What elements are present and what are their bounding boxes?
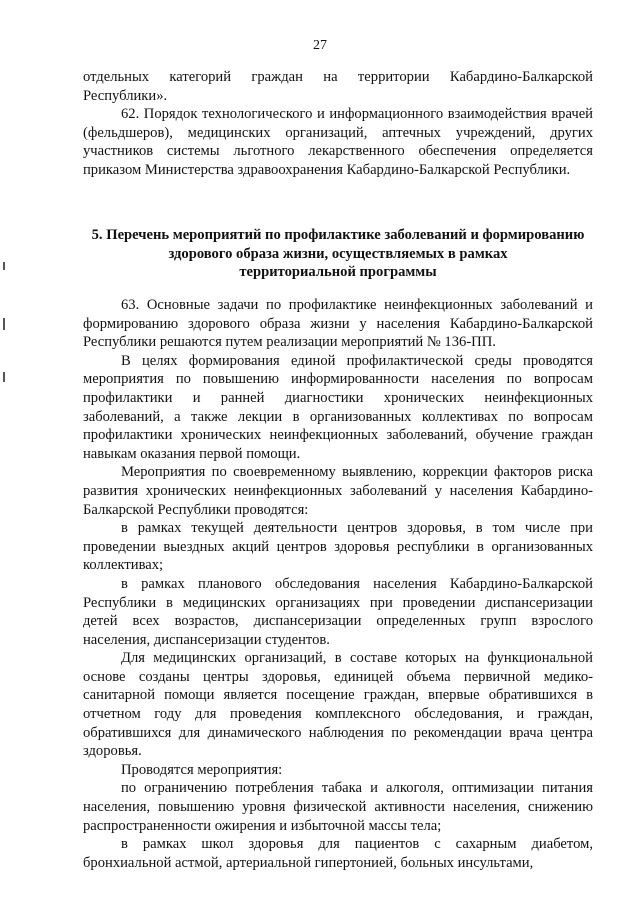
paragraph-planned-examination: в рамках планового обследования населения Кабардино-Балкарской Республики в медицинских организациях при проведении диспансеризации детей всех возрастов, диспансеризации определенных групп взрослого населения, диспансеризации студентов. — [83, 575, 593, 648]
section-heading-line: 5. Перечень мероприятий по профилактике заболеваний и формированию — [91, 227, 585, 243]
paragraph-prevention-environment: В целях формирования единой профилактической среды проводятся мероприятия по повышению информированности населения по вопросам профилактики и ранней диагностики хронических неинфекционных заболеваний, а также лекции в организованных коллективах по вопросам профилактики хронических неинфекционных заболеваний, обучение граждан навыкам оказания первой помощи. — [83, 352, 593, 462]
scan-margin-mark — [3, 372, 5, 382]
paragraph-62: 62. Порядок технологического и информационного взаимодействия врачей (фельдшеров), медицинских организаций, аптечных учреждений, других участников системы льготного лекарственного обеспечения определяется приказом Министерства здравоохранения Кабардино-Балкарской Республики. — [83, 106, 593, 178]
section-heading-line: территориальной программы — [239, 264, 437, 281]
paragraph-continuation: отдельных категорий граждан на территории Кабардино-Балкарской Республики». — [83, 69, 593, 104]
section-heading — [83, 226, 593, 282]
paragraph-63: 63. Основные задачи по профилактике неинфекционных заболеваний и формированию здорового образа жизни у населения Кабардино-Балкарской Республики решаются путем реализации мероприятий № 136-ПП. — [83, 297, 593, 351]
paragraph-risk-factors: Мероприятия по своевременному выявлению, коррекции факторов риска развития хронических неинфекционных заболеваний у населения Кабардино-Балкарской Республики проводятся: — [83, 464, 593, 518]
section-body — [83, 296, 593, 872]
paragraph-health-centers: в рамках текущей деятельности центров здоровья, в том числе при проведении выездных акций центров здоровья республики в организованных коллективах; — [83, 520, 593, 574]
page-number: 27 — [313, 38, 327, 53]
paragraph-events-held: Проводятся мероприятия: — [121, 761, 283, 778]
paragraph-tobacco-alcohol: по ограничению потребления табака и алкоголя, оптимизации питания населения, повышению уровня физической активности населения, снижению распространенности ожирения и избыточной массы тела; — [83, 780, 593, 834]
paragraph-medical-organizations: Для медицинских организаций, в составе которых на функциональной основе созданы центры здоровья, единицей объема первичной медико-санитарной помощи является посещение граждан, впервые обратившихся в отчетном году для проведения комплексного обследования, и граждан, обратившихся для динамического наблюдения по рекомендации врача центра здоровья. — [83, 650, 593, 760]
scan-margin-mark — [3, 318, 5, 330]
scan-margin-mark — [3, 262, 5, 270]
paragraph-health-schools: в рамках школ здоровья для пациентов с сахарным диабетом, бронхиальной астмой, артериальной гипертонией, больных инсультами, — [83, 836, 593, 871]
intro-block — [83, 68, 593, 180]
section-heading-line: здорового образа жизни, осуществляемых в рамках — [168, 245, 508, 262]
